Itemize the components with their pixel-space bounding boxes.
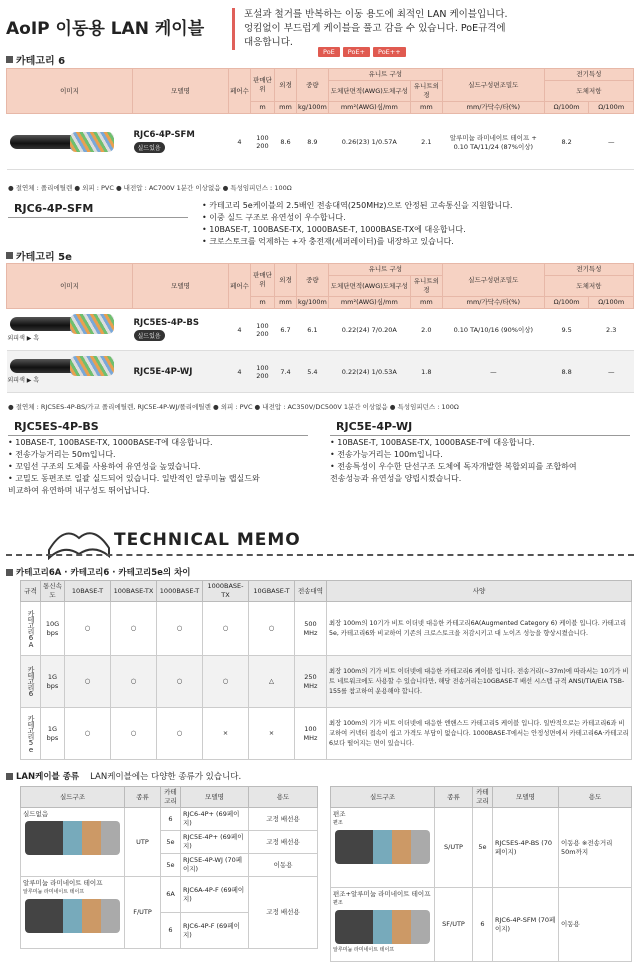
cell-support: ○ <box>111 656 157 708</box>
unit-m: m <box>251 102 275 114</box>
struct-label: 편조+알루미늄 라미네이트 테이프 <box>333 890 431 898</box>
cable-picture <box>10 135 112 149</box>
col-unit: 판매단위 <box>251 69 275 102</box>
section-label: 카테고리 5e <box>16 252 72 263</box>
cable-image <box>7 309 133 351</box>
struct-cell <box>21 877 125 949</box>
cell-support: ○ <box>203 656 249 708</box>
table-row <box>21 808 318 831</box>
cell-cat: 6 <box>473 888 493 962</box>
memo-title: TECHNICAL MEMO <box>114 530 301 550</box>
col-cond: 도체단면적(AWG)도체구성 <box>328 276 410 297</box>
unit-shield: mm/가닥수/타(%) <box>442 297 544 309</box>
table-row <box>7 114 634 170</box>
struct-cell <box>21 808 125 877</box>
table-row <box>21 708 632 760</box>
col-res: 도체저항 <box>544 276 633 297</box>
col-header: 카테고리 <box>161 787 181 808</box>
unit-ohm: Ω/100m <box>544 102 589 114</box>
cell-pairs: 4 <box>229 309 251 351</box>
model-name: RJC5ES-4P-BS <box>133 318 199 328</box>
bullet: • 전송특성이 우수한 단선구조 도체에 독자개발한 복합외피를 조합하여 <box>330 462 577 471</box>
cell-shield: 알루미늄 라미네이트 테이프 + 0.10 TA/11/24 (87%이상) <box>442 114 544 170</box>
cell-shield-res: — <box>589 351 634 393</box>
col-header: 용도 <box>559 787 632 808</box>
bullet: • 10BASE-T, 100BASE-TX, 1000BASE-T에 대응합니다. <box>330 438 535 447</box>
unit-kg: kg/100m <box>297 297 329 309</box>
square-icon <box>6 569 13 576</box>
col-header: 사양 <box>327 581 632 602</box>
cable-picture <box>335 910 430 944</box>
bullet: 비교하여 유연하며 내구성도 뛰어납니다. <box>8 486 150 495</box>
bullet: • 10BASE-T, 100BASE-TX, 1000BASE-T에 대응합니다. <box>8 438 213 447</box>
desc-line: 포설과 철거를 반복하는 이동 용도에 최적인 LAN 케이블입니다. <box>244 9 508 20</box>
cell-cat: 6 <box>161 913 181 949</box>
cell-cond: 0.22(24) 7/0.20A <box>328 309 410 351</box>
cable-wires <box>70 132 114 152</box>
cell-support: ○ <box>111 602 157 656</box>
cell-support: ○ <box>249 602 295 656</box>
cat5e-note: ● 절연체 : RJC5ES-4P-BS/가교 폴리에틸렌, RJC5E-4P-WJ/폴리에틸렌 ● 외피 : PVC ● 내전압 : AC350V/DC500V 1분간 이상없음 ● 특성임피던스 : 100Ω <box>8 403 459 411</box>
cell-band: 100 MHz <box>295 708 327 760</box>
col-header: 통신속도 <box>41 581 65 602</box>
cell-model: RJC6-4P-F (69페이지) <box>181 913 249 949</box>
unit-ohm: Ω/100m <box>589 297 634 309</box>
technical-memo-banner <box>6 520 634 562</box>
sfm-bullets <box>202 200 513 248</box>
col-header: 모델명 <box>493 787 559 808</box>
desc-line: 대응합니다. <box>244 37 293 48</box>
cell-unit: 100 200 <box>251 309 275 351</box>
col-model: 모델명 <box>133 264 229 309</box>
memo-divider <box>6 554 634 556</box>
table-row <box>7 309 634 351</box>
cell-model: RJC6-4P-SFM (70페이지) <box>493 888 559 962</box>
col-pairs: 페어수 <box>229 69 251 114</box>
cell-model: RJC5E-4P+ (69페이지) <box>181 831 249 854</box>
table-row <box>21 602 632 656</box>
desc-line: 엉킴없이 부드럽게 케이블을 풀고 감을 수 있습니다. PoE규격에 <box>244 23 506 34</box>
lan-types-table-left <box>20 786 318 949</box>
bullet: 전송성능과 유연성을 양립시켰습니다. <box>330 474 462 483</box>
cell-speed: 1G bps <box>41 656 65 708</box>
page-title: AoIP 이동용 LAN 케이블 <box>6 19 205 39</box>
table-row <box>7 351 634 393</box>
cell-shield: — <box>442 351 544 393</box>
cell-model: RJC5ES-4P-BS (70페이지) <box>493 808 559 888</box>
callout-label: 알루미늄 라미네이트 테이프 <box>333 947 395 953</box>
col-pairs: 페어수 <box>229 264 251 309</box>
cell-core-res: 8.2 <box>544 114 589 170</box>
unit-ohm: Ω/100m <box>589 102 634 114</box>
col-header: 1000BASE-TX <box>203 581 249 602</box>
memo-subtitle-text: 카테고리6A · 카테고리6 · 카테고리5e의 차이 <box>16 568 191 578</box>
cell-od: 7.4 <box>275 351 297 393</box>
col-header: 전송대역 <box>295 581 327 602</box>
cell-model: RJC6A-4P-F (69페이지) <box>181 877 249 913</box>
section-title-cat5e <box>6 248 72 263</box>
cat6-note: ● 절연체 : 폴리에틸렌 ● 외피 : PVC ● 내전압 : AC700V 1분간 이상없음 ● 특성임피던스 : 100Ω <box>8 184 292 192</box>
cell-use: 고정 배선용 <box>249 808 318 831</box>
model-heading-sfm: RJC6-4P-SFM <box>8 200 188 218</box>
poe-badge: PoE++ <box>373 47 406 57</box>
bullet: • 크로스토크를 억제하는 +자 충전재(세퍼레이터)를 내장하고 있습니다. <box>202 237 454 246</box>
col-shield: 실드구성편조밀도 <box>442 264 544 297</box>
cell-model: RJC5E-4P-WJ (70페이지) <box>181 854 249 877</box>
memo-subtitle <box>6 566 191 578</box>
cell-speed: 10G bps <box>41 602 65 656</box>
cell-speed: 1G bps <box>41 708 65 760</box>
cable-picture <box>335 830 430 864</box>
cell-unit: 100 200 <box>251 114 275 170</box>
col-header: 1000BASE-T <box>157 581 203 602</box>
col-unit-od: 유니트외경 <box>410 276 442 297</box>
cell-desc: 최장 100m의 기가 비트 이더넷에 대응한 카테고리6 케이블 입니다. 전송거리(~37m)에 따라서는 10기가 비트 네트워크에도 사용할 수 있습니다만, 해당 전송거리는10GBASE-T 배선 시스템 규격 ANSI/TIA/EIA TSB-155를 참고하여 운용해야 합니다. <box>327 656 632 708</box>
poe-badge: PoE+ <box>343 47 370 57</box>
cell-use: 이동용 <box>249 854 318 877</box>
cell-support: ○ <box>157 708 203 760</box>
cable-picture <box>10 317 112 331</box>
col-weight: 중량 <box>297 69 329 102</box>
col-unit-struct: 유니트 구성 <box>328 264 442 276</box>
bs-bullets <box>8 437 260 497</box>
cell-unit-od: 1.8 <box>410 351 442 393</box>
cell-cat: 6 <box>161 808 181 831</box>
cell-shield: 0.10 TA/10/16 (90%이상) <box>442 309 544 351</box>
unit-ohm: Ω/100m <box>544 297 589 309</box>
wj-bullets <box>330 437 577 485</box>
cat6-spec-table <box>6 68 634 170</box>
lan-types-title <box>6 770 241 782</box>
bullet: • 전송가능거리는 50m입니다. <box>8 450 116 459</box>
lan-types-table-right <box>330 786 632 962</box>
category-comparison-table <box>20 580 632 760</box>
callout-label: 편조 <box>333 820 343 826</box>
struct-label: 편조 <box>333 810 346 818</box>
cell-category: 카테고리5e <box>21 708 41 760</box>
col-shield: 실드구성편조밀도 <box>442 69 544 102</box>
cell-od: 8.6 <box>275 114 297 170</box>
cell-use: 고정 배선용 <box>249 831 318 854</box>
col-image: 이미지 <box>7 69 133 114</box>
col-unit-struct: 유니트 구성 <box>328 69 442 81</box>
model-cell <box>133 114 229 170</box>
model-heading-bs: RJC5ES-4P-BS <box>8 418 308 436</box>
shield-badge: 실드있음 <box>134 142 165 153</box>
col-header: 모델명 <box>181 787 249 808</box>
jacket-color: 외피색 ▶ 흑 <box>7 377 40 384</box>
cell-cat: 5e <box>161 854 181 877</box>
col-elec: 전기특성 <box>544 264 633 276</box>
model-heading-wj: RJC5E-4P-WJ <box>330 418 630 436</box>
col-cond: 도체단면적(AWG)도체구성 <box>328 81 410 102</box>
cell-support: × <box>249 708 295 760</box>
unit-cond: mm²(AWG)심/mm <box>328 297 410 309</box>
cell-type: SF/UTP <box>435 888 473 962</box>
cable-image <box>7 114 133 170</box>
callout-label: 편조 <box>333 900 343 906</box>
table-row <box>331 808 632 888</box>
bullet: • 카테고리 5e케이블의 2.5배인 전송대역(250MHz)으로 안정된 고속통신을 지원합니다. <box>202 201 513 210</box>
unit-mm: mm <box>275 297 297 309</box>
header-description <box>244 8 634 50</box>
square-icon <box>6 56 13 63</box>
cell-support: × <box>203 708 249 760</box>
bullet: • 전송가능거리는 100m입니다. <box>330 450 443 459</box>
cell-shield-res: — <box>589 114 634 170</box>
cable-wires <box>70 314 114 334</box>
cell-model: RJC6-4P+ (69페이지) <box>181 808 249 831</box>
cell-cat: 5e <box>161 831 181 854</box>
bullet: • 꼬임선 구조의 도체를 사용하여 유연성을 높였습니다. <box>8 462 201 471</box>
col-header: 100BASE-TX <box>111 581 157 602</box>
callout-label: 알루미늄 라미네이트 테이프 <box>23 889 85 895</box>
cell-unit-od: 2.0 <box>410 309 442 351</box>
poe-badges <box>318 47 406 57</box>
unit-mm: mm <box>275 102 297 114</box>
accent-bar <box>232 8 235 50</box>
col-od: 외경 <box>275 69 297 102</box>
cell-band: 250 MHz <box>295 656 327 708</box>
cell-support: △ <box>249 656 295 708</box>
cable-picture <box>25 821 120 855</box>
bullet: • 이중 실드 구조로 유연성이 우수합니다. <box>202 213 346 222</box>
col-header: 실드구조 <box>21 787 125 808</box>
cell-cond: 0.22(24) 1/0.53A <box>328 351 410 393</box>
model-name: RJC6-4P-SFM <box>133 130 195 140</box>
poe-badge: PoE <box>318 47 340 57</box>
col-header: 실드구조 <box>331 787 435 808</box>
header <box>0 0 640 62</box>
unit-kg: kg/100m <box>297 102 329 114</box>
cell-pairs: 4 <box>229 351 251 393</box>
table-row <box>21 877 318 913</box>
square-icon <box>6 252 13 259</box>
col-weight: 중량 <box>297 264 329 297</box>
cell-core-res: 9.5 <box>544 309 589 351</box>
unit-m: m <box>251 297 275 309</box>
cell-band: 500 MHz <box>295 602 327 656</box>
cable-image <box>7 351 133 393</box>
cell-cat: 5e <box>473 808 493 888</box>
bullet: • 10BASE-T, 100BASE-TX, 1000BASE-T, 1000BASE-TX에 대응합니다. <box>202 225 466 234</box>
unit-mm: mm <box>410 102 442 114</box>
cell-desc: 최장 100m의 기가 비트 이더넷에 대응한 엔핸스드 카테고리5 케이블 입니다. 일반적으로는 카테고리6과 비교하여 커넥터 접속이 쉽고 가격도 부담이 없습니다. 1000BASE-T에서는 안정성면에서 카테고리6A·카테고리6보다 떨어지는 면이 있습니다. <box>327 708 632 760</box>
cell-use: 이동용 ※전송거리 50m까지 <box>559 808 632 888</box>
col-unit: 판매단위 <box>251 264 275 297</box>
cell-category: 카테고리6 <box>21 656 41 708</box>
col-elec: 전기특성 <box>544 69 633 81</box>
struct-cell <box>331 888 435 962</box>
unit-shield: mm/가닥수/타(%) <box>442 102 544 114</box>
shield-badge: 실드있음 <box>134 330 165 341</box>
cell-weight: 8.9 <box>297 114 329 170</box>
cable-wires <box>70 356 114 376</box>
cell-unit: 100 200 <box>251 351 275 393</box>
bullet: • 고밀도 동편조로 일괄 실드되어 있습니다. 일반적인 알루미늄 랩실드와 <box>8 474 260 483</box>
col-header: 용도 <box>249 787 318 808</box>
cable-picture <box>25 899 120 933</box>
cell-od: 6.7 <box>275 309 297 351</box>
cell-weight: 6.1 <box>297 309 329 351</box>
cell-pairs: 4 <box>229 114 251 170</box>
col-image: 이미지 <box>7 264 133 309</box>
cat5e-spec-table <box>6 263 634 393</box>
cell-desc: 최장 100m의 10기가 비트 이더넷 대응한 카테고리6A(Augmented Category 6) 케이블 입니다. 카테고리5e, 카테고리6와 비교하여 기존의 크로스토크을 저감시키고 대 노이즈 성능을 향상시켰습니다. <box>327 602 632 656</box>
struct-label: 알루미늄 라미네이트 테이프 <box>23 879 103 887</box>
jacket-color: 외피색 ▶ 흑 <box>7 335 40 342</box>
cell-shield-res: 2.3 <box>589 309 634 351</box>
col-header: 종류 <box>435 787 473 808</box>
col-od: 외경 <box>275 264 297 297</box>
cable-picture <box>10 359 112 373</box>
col-unit-od: 유니트외경 <box>410 81 442 102</box>
unit-cond: mm²(AWG)심/mm <box>328 102 410 114</box>
col-header: 카테고리 <box>473 787 493 808</box>
cell-support: ○ <box>65 708 111 760</box>
cell-support: ○ <box>65 602 111 656</box>
model-cell <box>133 309 229 351</box>
cell-unit-od: 2.1 <box>410 114 442 170</box>
cell-use: 고정 배선용 <box>249 877 318 949</box>
cell-type: F/UTP <box>125 877 161 949</box>
cell-weight: 5.4 <box>297 351 329 393</box>
square-icon <box>6 773 13 780</box>
unit-mm: mm <box>410 297 442 309</box>
model-cell <box>133 351 229 393</box>
cell-core-res: 8.8 <box>544 351 589 393</box>
cell-cond: 0.26(23) 1/0.57A <box>328 114 410 170</box>
col-header: 10BASE-T <box>65 581 111 602</box>
col-header: 규격 <box>21 581 41 602</box>
cell-category: 카테고리6A <box>21 602 41 656</box>
cell-type: UTP <box>125 808 161 877</box>
lan-title-text: LAN케이블 종류 <box>16 772 80 782</box>
model-name: RJC5E-4P-WJ <box>133 366 193 377</box>
table-row <box>21 656 632 708</box>
col-model: 모델명 <box>133 69 229 114</box>
cell-support: ○ <box>157 602 203 656</box>
cell-support: ○ <box>203 602 249 656</box>
cell-support: ○ <box>157 656 203 708</box>
cell-support: ○ <box>111 708 157 760</box>
cell-type: S/UTP <box>435 808 473 888</box>
col-header: 종류 <box>125 787 161 808</box>
cell-use: 이동용 <box>559 888 632 962</box>
struct-cell <box>331 808 435 888</box>
cell-cat: 6A <box>161 877 181 913</box>
struct-label: 실드없음 <box>23 810 49 818</box>
table-row <box>331 888 632 962</box>
lan-subtitle: LAN케이블에는 다양한 종류가 있습니다. <box>90 772 242 782</box>
col-res: 도체저항 <box>544 81 633 102</box>
col-header: 10GBASE-T <box>249 581 295 602</box>
section-title-cat6 <box>6 52 65 67</box>
section-label: 카테고리 6 <box>16 56 66 67</box>
cell-support: ○ <box>65 656 111 708</box>
